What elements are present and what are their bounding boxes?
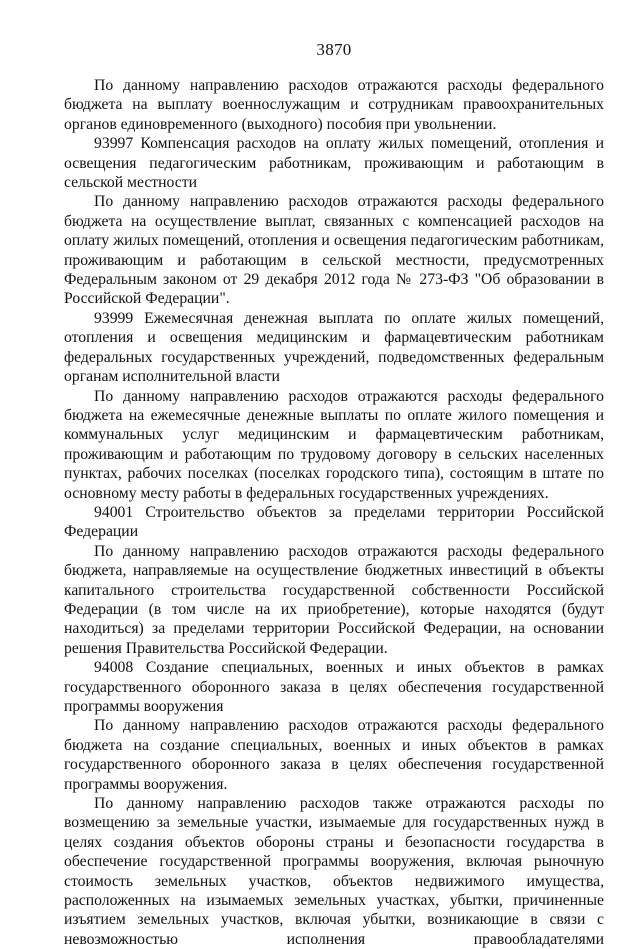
section-heading-94008: 94008 Создание специальных, военных и иных объектов в рамках государственного оборонного заказа в целях обеспечения государственной программы вооружения bbox=[64, 659, 604, 715]
document-body bbox=[64, 76, 604, 949]
paragraph-7: По данному направлению расходов отражаются расходы федерального бюджета, направляемые на осуществление бюджетных инвестиций в объекты капитального строительства государственной собственности Российской Федерации (в том числе на их приобретение), которые находятся (будут находиться) за пределами территории Российской Федерации, на основании решения Правительства Российской Федерации. bbox=[64, 542, 604, 657]
paragraph-10: По данному направлению расходов также отражаются расходы по возмещению за земельные участки, изымаемые для государственных нужд в целях создания объектов обороны страны и безопасности государства в обеспечение государственной программы вооружения, включая рыночную стоимость земельных участков, объектов недвижимого имущества, расположенных на изымаемых земельных участках, убытки, причиненные изъятием земельных участков, включая убытки, возникающие в связи с невозможностью исполнения правообладателями bbox=[64, 795, 604, 948]
paragraph-5: По данному направлению расходов отражаются расходы федерального бюджета на ежемесячные денежные выплаты по оплате жилого помещения и коммунальных услуг медицинским и фармацевтическим работникам, проживающим и работающим по трудовому договору в сельских населенных пунктах, рабочих поселках (поселках городского типа), состоящим в штате по основному месту работы в федеральных государственных учреждениях. bbox=[64, 387, 604, 502]
paragraph-3: По данному направлению расходов отражаются расходы федерального бюджета на осуществление выплат, связанных с компенсацией расходов на оплату жилых помещений, отопления и освещения педагогическим работникам, проживающим и работающим в сельской местности, предусмотренных Федеральным законом от 29 декабря 2012 года № 273-ФЗ "Об образовании в Российской Федерации". bbox=[64, 193, 604, 308]
page-number: 3870 bbox=[316, 40, 352, 59]
section-heading-93997: 93997 Компенсация расходов на оплату жилых помещений, отопления и освещения педагогическим работникам, проживающим и работающим в сельской местности bbox=[64, 135, 604, 192]
section-heading-93999: 93999 Ежемесячная денежная выплата по оплате жилых помещений, отопления и освещения медицинским и фармацевтическим работникам федеральных государственных учреждений, подведомственных федеральным органам исполнительной власти bbox=[64, 309, 604, 386]
paragraph-1: По данному направлению расходов отражаются расходы федерального бюджета на выплату военнослужащим и сотрудникам правоохранительных органов единовременного (выходного) пособия при увольнении. bbox=[64, 77, 604, 133]
section-heading-94001: 94001 Строительство объектов за пределами территории Российской Федерации bbox=[64, 503, 604, 541]
paragraph-9: По данному направлению расходов отражаются расходы федерального бюджета на создание специальных, военных и иных объектов в рамках государственного оборонного заказа в целях обеспечения государственной программы вооружения. bbox=[64, 717, 604, 793]
